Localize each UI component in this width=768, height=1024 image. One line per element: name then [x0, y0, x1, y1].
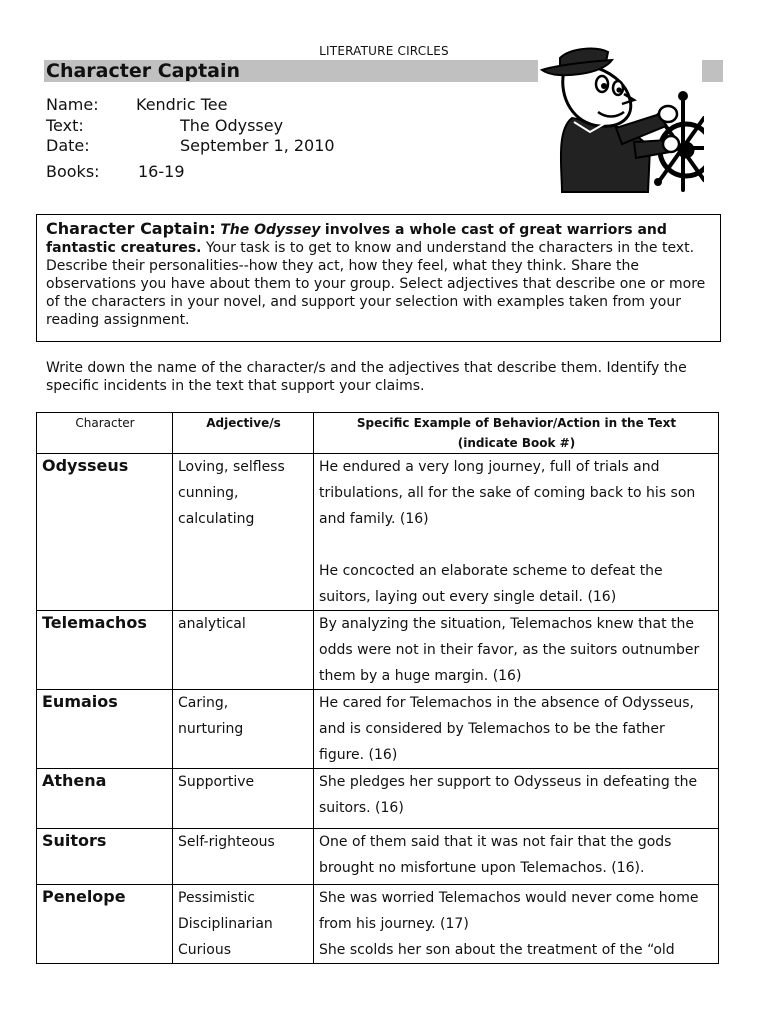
task-bold-text: involves a whole cast of great warriors and fantastic creatures.: [46, 222, 667, 256]
task-lead: Character Captain:: [46, 219, 216, 238]
books-value: 16-19: [138, 162, 185, 181]
column-header-character: Character: [37, 413, 173, 454]
adjective-cell: Caring, nurturing: [173, 690, 314, 769]
table-row: [37, 611, 719, 690]
adjective-cell: analytical: [173, 611, 314, 690]
worksheet-kicker: LITERATURE CIRCLES: [319, 44, 449, 58]
character-cell: Odysseus: [37, 454, 173, 611]
task-work-title: The Odyssey: [220, 222, 321, 238]
example-cell: She was worried Telemachos would never come home from his journey. (17) She scolds her son about the treatment of the “old: [314, 885, 719, 964]
example-cell: One of them said that it was not fair that the gods brought no misfortune upon Telemachos. (16).: [314, 829, 719, 885]
table-row: [37, 885, 719, 964]
adjective-cell: Supportive: [173, 769, 314, 829]
table-row: [37, 829, 719, 885]
title-bar-end: [702, 60, 723, 82]
sea-captain-illustration: [538, 40, 704, 194]
example-cell: She pledges her support to Odysseus in defeating the suitors. (16): [314, 769, 719, 829]
character-cell: Telemachos: [37, 611, 173, 690]
date-value: September 1, 2010: [180, 136, 335, 155]
character-cell: Suitors: [37, 829, 173, 885]
character-table: [36, 412, 719, 964]
example-cell: He cared for Telemachos in the absence of Odysseus, and is considered by Telemachos to be the father figure. (16): [314, 690, 719, 769]
column-header-adjectives: Adjective/s: [173, 413, 314, 454]
table-row: [37, 690, 719, 769]
task-description-box: [36, 214, 721, 342]
date-label: Date:: [46, 136, 90, 155]
task-body: Your task is to get to know and understand the characters in the text. Describe their personalities--how they act, how they feel, what they think. Share the observations you have about them to your group. Select adjectives that describe one or more of the characters in your novel, and support your selection with examples taken from your reading assignment.: [46, 240, 706, 328]
name-label: Name:: [46, 95, 99, 114]
text-value: The Odyssey: [180, 116, 284, 135]
example-cell: By analyzing the situation, Telemachos knew that the odds were not in their favor, as the suitors outnumber them by a huge margin. (16): [314, 611, 719, 690]
column-header-example: Specific Example of Behavior/Action in the Text (indicate Book #): [314, 413, 719, 454]
text-label: Text:: [46, 116, 84, 135]
character-cell: Penelope: [37, 885, 173, 964]
character-cell: Eumaios: [37, 690, 173, 769]
name-value: Kendric Tee: [136, 95, 228, 114]
adjective-cell: Loving, selfless cunning, calculating: [173, 454, 314, 611]
adjective-cell: Pessimistic Disciplinarian Curious: [173, 885, 314, 964]
worksheet-title: Character Captain: [46, 60, 241, 82]
table-header-row: [37, 413, 719, 454]
table-row: [37, 769, 719, 829]
instructions-text: Write down the name of the character/s and the adjectives that describe them. Identify the specific incidents in the text that support your claims.: [46, 360, 687, 394]
table-row: [37, 454, 719, 611]
character-cell: Athena: [37, 769, 173, 829]
adjective-cell: Self-righteous: [173, 829, 314, 885]
example-cell: He endured a very long journey, full of trials and tribulations, all for the sake of coming back to his son and family. (16) He concocted an elaborate scheme to defeat the suitors, laying out every single detail. (16): [314, 454, 719, 611]
books-label: Books:: [46, 162, 100, 181]
